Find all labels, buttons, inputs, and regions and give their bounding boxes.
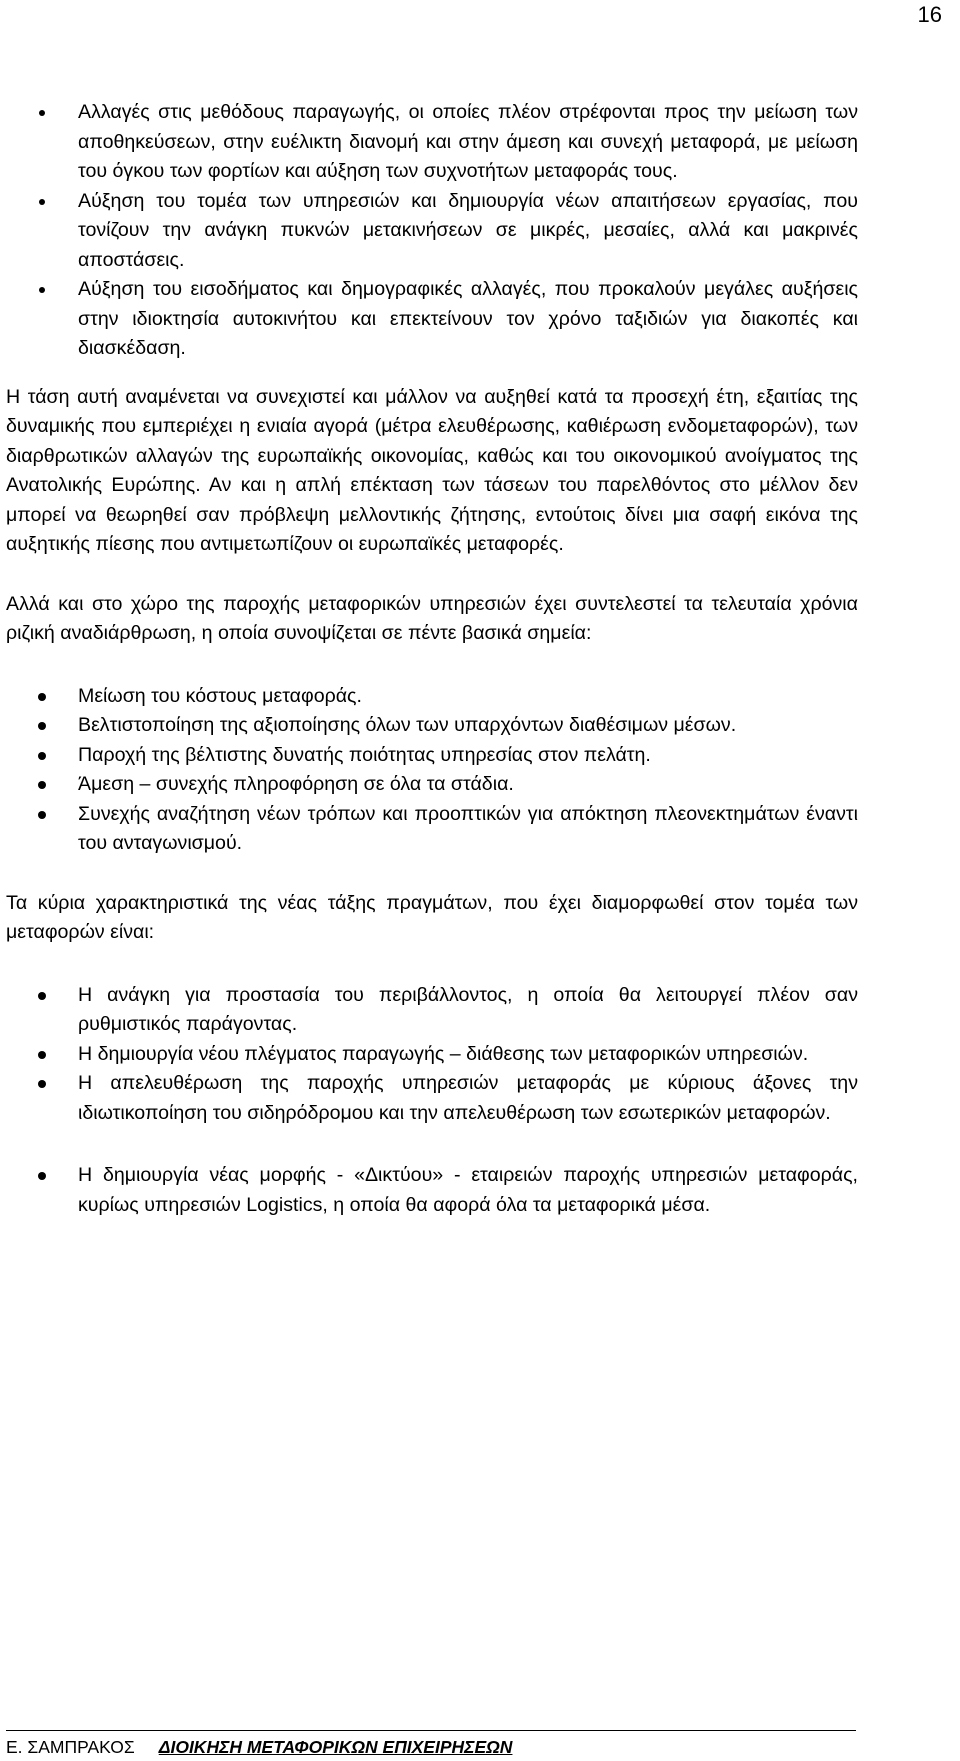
document-body (6, 98, 858, 1220)
list-item: Αύξηση του τομέα των υπηρεσιών και δημιουργία νέων απαιτήσεων εργασίας, που τονίζουν την ανάγκη πυκνών μετακινήσεων σε μικρές, μεσαίες, αλλά και μακρινές αποστάσεις. (6, 187, 858, 276)
footer-author: Ε. ΣΑΜΠΡΑΚΟΣ (6, 1737, 135, 1757)
list-item: Η δημιουργία νέας μορφής - «Δικτύου» - εταιρειών παροχής υπηρεσιών μεταφοράς, κυρίως υπηρεσιών Logistics, η οποία θα αφορά όλα τα μεταφορικά μέσα. (6, 1161, 858, 1220)
list-item: Παροχή της βέλτιστης δυνατής ποιότητας υπηρεσίας στον πελάτη. (6, 741, 858, 771)
list-item: Μείωση του κόστους μεταφοράς. (6, 682, 858, 712)
list-item: Άμεση – συνεχής πληροφόρηση σε όλα τα στάδια. (6, 770, 858, 800)
list-item: Η δημιουργία νέου πλέγματος παραγωγής – διάθεσης των μεταφορικών υπηρεσιών. (6, 1040, 858, 1070)
page-number: 16 (917, 2, 942, 27)
footer-title: ΔΙΟΙΚΗΣΗ ΜΕΤΑΦΟΡΙΚΩΝ ΕΠΙΧΕΙΡΗΣΕΩΝ (158, 1737, 513, 1757)
footer (6, 1736, 512, 1758)
list-item: Συνεχής αναζήτηση νέων τρόπων και προοπτικών για απόκτηση πλεονεκτημάτων έναντι του ανταγωνισμού. (6, 800, 858, 859)
list-item: Αύξηση του εισοδήματος και δημογραφικές αλλαγές, που προκαλούν μεγάλες αυξήσεις στην ιδιοκτησία αυτοκινήτου και επεκτείνουν τον χρόνο ταξιδιών για διακοπές και διασκέδαση. (6, 275, 858, 364)
intro-bullet-list (6, 98, 858, 364)
paragraph-restructuring: Αλλά και στο χώρο της παροχής μεταφορικών υπηρεσιών έχει συντελεστεί τα τελευταία χρόνια ριζική αναδιάρθρωση, η οποία συνοψίζεται σε πέντε βασικά σημεία: (6, 592, 858, 644)
list-item: Η ανάγκη για προστασία του περιβάλλοντος, η οποία θα λειτουργεί πλέον σαν ρυθμιστικός παράγοντας. (6, 981, 858, 1040)
paragraph-characteristics: Τα κύρια χαρακτηριστικά της νέας τάξης πραγμάτων, που έχει διαμορφωθεί στον τομέα των μεταφορών είναι: (6, 891, 858, 943)
characteristics-list (6, 981, 858, 1129)
list-item: Βελτιστοποίηση της αξιοποίησης όλων των υπαρχόντων διαθέσιμων μέσων. (6, 711, 858, 741)
list-item: Η απελευθέρωση της παροχής υπηρεσιών μεταφοράς με κύριους άξονες την ιδιωτικοποίηση του σιδηρόδρομου και την απελευθέρωση των εσωτερικών μεταφορών. (6, 1069, 858, 1128)
list-item: Αλλαγές στις μεθόδους παραγωγής, οι οποίες πλέον στρέφονται προς την μείωση των αποθηκεύσεων, στην ευέλικτη διανομή και στην άμεση και συνεχή μεταφορά, με μείωση του όγκου των φορτίων και αύξηση των συχνοτήτων μεταφοράς τους. (6, 98, 858, 187)
final-bullet-list (6, 1161, 858, 1220)
paragraph-trend: Η τάση αυτή αναμένεται να συνεχιστεί και μάλλον να αυξηθεί κατά τα προσεχή έτη, εξαιτίας της δυναμικής που εμπεριέχει η ενιαία αγορά (μέτρα ελευθέρωσης, καθιέρωση ενδομεταφορών), των διαρθρωτικών αλλαγών της ευρωπαϊκής οικονομίας, καθώς και του οικονομικού ανοίγματος της Ανατολικής Ευρώπης. Αν και η απλή επέκταση των τάσεων του παρελθόντος στο μέλλον δεν μπορεί να θεωρηθεί σαν πρόβλεψη μελλοντικής ζήτησης, εντούτοις δίνει μια σαφή εικόνα της αυξητικής πίεσης που αντιμετωπίζουν οι ευρωπαϊκές μεταφορές. (6, 385, 858, 555)
footer-divider (6, 1730, 856, 1731)
key-points-list (6, 682, 858, 859)
